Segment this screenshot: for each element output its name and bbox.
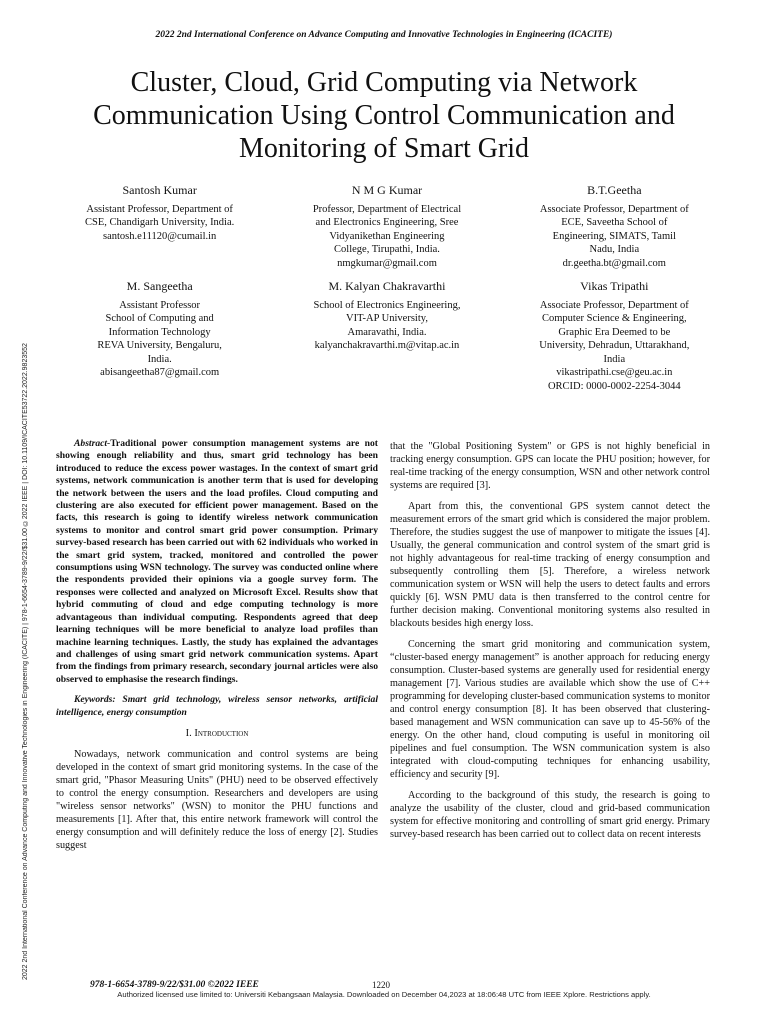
author-affiliation-line: University, Dehradun, Uttarakhand, <box>539 340 690 351</box>
author-card <box>507 184 722 270</box>
conference-header: 2022 2nd International Conference on Advance Computing and Innovative Technologies in Engineering (ICACITE) <box>155 30 613 40</box>
author-affiliation-line: VIT-AP University, <box>346 313 428 324</box>
author-name: M. Kalyan Chakravarthi <box>328 279 446 293</box>
author-affiliation-line: Information Technology <box>108 326 211 338</box>
author-affiliation-line: Assistant Professor <box>119 299 201 311</box>
author-affiliation-line: Associate Professor, Department of <box>539 299 689 311</box>
author-affiliation-line: REVA University, Bengaluru, <box>97 340 222 351</box>
body-paragraph: Concerning the smart grid monitoring and communication system, “cluster-based energy management” is another approach for reducing energy consumption. Cluster-based systems are generally used for residential energy management [7]. Various studies are available which show the use of C++ programming for developing cluster-based communication systems to monitor and control energy consumption [8]. It has been observed that clustering-based management and WSN communication can save up to 45-56% of the energy. On the other hand, cloud computing is useful in monitoring oil pipelines and fuel consumption. The WSN communication system is also integrated with cloud-computing techniques for enhancing usability, efficiency and security [9]. <box>390 639 710 780</box>
author-affiliation-line: Associate Professor, Department of <box>539 203 689 215</box>
author-name: N M G Kumar <box>351 183 423 197</box>
abstract-text: Traditional power consumption management systems are not showing enough reliability and thus, smart grid technology has been introduced to reduce the excess power wastages. In the context of smart grid systems, network communication is another term that is used for developing the network between the users and the load profiles. Cloud computing and clustering are also executed for efficient power management. Based on the facts, this research is going to identify wireless network communication systems to monitor and control smart grid power consumption. Primary survey-based research has been carried out with 62 individuals who worked in the smart grid system, tracked, monitored and controlled the power consumptions using WSN technology. The survey was conducted online where the respondents provided their opinions via a google survey form. The responses were collected and analyzed on Microsoft Excel. Results show that hybrid commuting of cloud and edge computing technology is more advantageous than individual computing. Respondents agreed that deep learning techniques will be more beneficial to analyze load profiles than machine learning techniques. Lastly, the study has explained the advantages and challenges of using smart grid network communication systems. Apart from the findings from primary research, secondary journal articles were also observed to emphasise the research findings. <box>56 438 378 685</box>
right-column <box>390 440 710 849</box>
author-affiliation-line: Graphic Era Deemed to be <box>558 326 671 338</box>
author-affiliation-line: India. <box>147 353 172 365</box>
author-card <box>52 280 267 393</box>
left-column <box>56 438 378 860</box>
author-affiliation-line: School of Electronics Engineering, <box>313 299 461 311</box>
author-affiliation-line: Professor, Department of Electrical <box>312 203 462 215</box>
paper-title: Cluster, Cloud, Grid Computing via Network Communication Using Control Communication and Monitoring of Smart Grid <box>93 67 675 164</box>
section-heading-introduction: I. Introduction <box>185 727 249 739</box>
author-orcid: ORCID: 0000-0002-2254-3044 <box>547 380 681 392</box>
author-affiliation-line: College, Tirupathi, India. <box>334 244 440 255</box>
keywords: Keywords: Smart grid technology, wireless sensor networks, artificial intelligence, energy consumption <box>56 694 378 718</box>
author-email: kalyanchakravarthi.m@vitap.ac.in <box>314 340 460 351</box>
author-email: nmgkumar@gmail.com <box>337 257 437 269</box>
author-affiliation-line: Nadu, India <box>589 244 640 255</box>
author-affiliation-line: ECE, Saveetha School of <box>561 217 668 228</box>
author-affiliation-line: CSE, Chandigarh University, India. <box>85 217 235 228</box>
author-affiliation-line: Assistant Professor, Department of <box>86 203 233 215</box>
author-card <box>507 280 722 393</box>
page-number: 1220 <box>372 980 390 990</box>
author-affiliation-line: Amaravathi, India. <box>347 326 427 338</box>
body-paragraph: According to the background of this study, the research is going to analyze the usability of the cluster, cloud and grid-based communication system for effective monitoring and controlling of smart grid energy. Primary survey-based research has been carried out to collect data on recent interests <box>390 790 710 840</box>
author-email: dr.geetha.bt@gmail.com <box>562 257 666 269</box>
footer-copyright: 978-1-6654-3789-9/22/$31.00 ©2022 IEEE <box>90 980 259 990</box>
author-card <box>52 184 267 270</box>
author-name: M. Sangeetha <box>126 279 193 293</box>
author-card <box>279 184 494 270</box>
abstract <box>56 438 378 686</box>
abstract-lead: Abstract- <box>74 438 111 449</box>
author-email: abisangeetha87@gmail.com <box>100 367 220 378</box>
author-affiliation-line: Engineering, SIMATS, Tamil <box>552 230 676 242</box>
author-affiliation-line: India <box>603 353 626 365</box>
body-paragraph: Apart from this, the conventional GPS system cannot detect the measurement errors of the smart grid which is considered the major problem. Therefore, the studies suggest the use of manpower to mitigate the issues [4]. Usually, the general communication and control system of the smart grid is not highly advantageous for real-time tracking of energy consumption and subsequently controlling them [5]. Therefore, a wireless network communication system or WSN will help the users to detect faults and errors quickly [6]. WSN PMU data is then transferred to the control centre for further decision making. Conventional monitoring systems also resulted in blackouts besides high energy loss. <box>390 501 710 629</box>
author-name: Vikas Tripathi <box>580 279 649 293</box>
doi-side-note: 2022 2nd International Conference on Advance Computing and Innovative Technologies in Engineering (ICACITE) | 978-1-6654-3789-9/22/$31.00 ©2022 IEEE | DOI: 10.1109/ICACITE53722.2022.9823552 <box>22 343 29 980</box>
author-block <box>52 184 722 393</box>
author-affiliation-line: Vidyanikethan Engineering <box>329 230 445 242</box>
author-name: Santosh Kumar <box>122 183 197 197</box>
author-affiliation-line: Computer Science & Engineering, <box>542 313 687 324</box>
author-card <box>279 280 494 393</box>
body-paragraph: that the "Global Positioning System" or GPS is not highly beneficial in tracking energy consumption. GPS can locate the PHU position; however, for real-time tracking of the energy consumption, WSN and other network control systems are required [3]. <box>390 441 710 491</box>
author-email: santosh.e11120@cumail.in <box>103 230 217 242</box>
author-name: B.T.Geetha <box>587 183 642 197</box>
author-affiliation-line: and Electronics Engineering, Sree <box>315 217 459 228</box>
license-notice: Authorized licensed use limited to: Universiti Kebangsaan Malaysia. Downloaded on December 04,2023 at 18:06:48 UTC from IEEE Xplore. Restrictions apply. <box>117 990 651 999</box>
body-paragraph: Nowadays, network communication and control systems are being developed in the context of smart grid monitoring systems. In the case of the smart grid, "Phasor Measuring Units" (PHU) need to be observed effectively to control the energy consumption. Researchers and developers are using "wireless sensor networks" (WSN) to monitor the PHU functions and measurements [1]. After that, this entire network framework will control the energy consumption and will definitely reduce the loss of energy [2]. Studies suggest <box>56 748 378 851</box>
author-email: vikastripathi.cse@geu.ac.in <box>556 367 673 378</box>
author-affiliation-line: School of Computing and <box>105 313 214 324</box>
